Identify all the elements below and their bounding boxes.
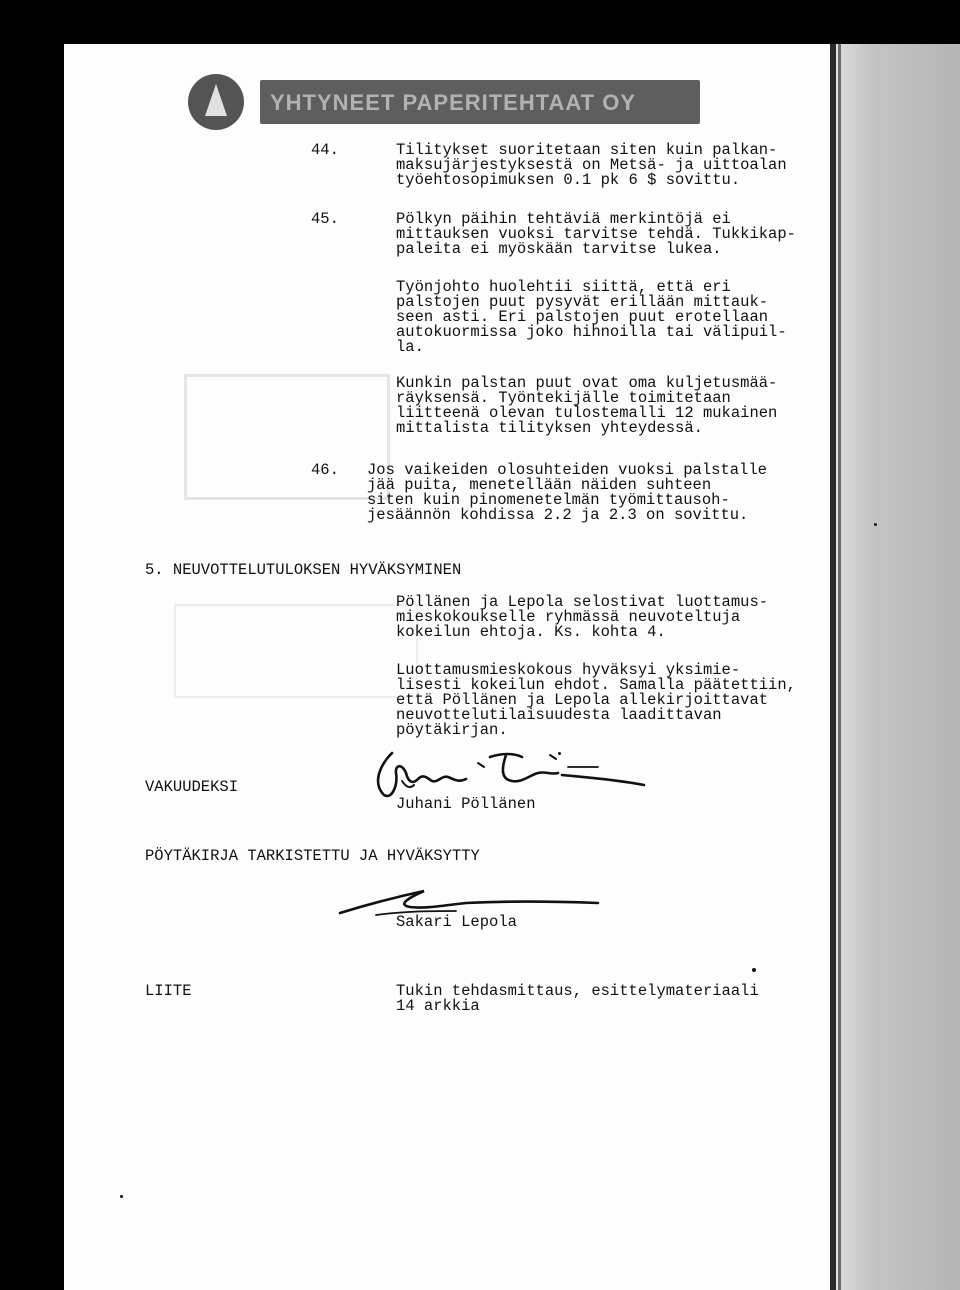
company-logo-icon [188,74,244,130]
section-number-45: 45. [311,210,339,228]
section-5-heading: 5. NEUVOTTELUTULOKSEN HYVÄKSYMINEN [145,561,462,579]
show-through-mark [184,374,390,500]
section-5-paragraph-1: Pöllänen ja Lepola selostivat luottamus- mieskokoukselle ryhmässä neuvoteltuja kokeilun ehtoja. Ks. kohta 4. [396,593,769,641]
scan-border-top [0,0,960,44]
section-number-46: 46. [311,461,339,479]
show-through-mark [174,604,418,698]
section-45-paragraph-2: Työnjohto huolehtii siittä, että eri palstojen puut pysyvät erillään mittauk- seen asti. Eri palstojen puut erotellaan autokuormissa joko hihnoilla tai välipuil- la. [396,278,787,356]
appendix-label: LIITE [145,982,192,1000]
scan-speck [120,1195,123,1198]
scan-speck [874,523,877,526]
letterhead [188,70,708,140]
letterhead-company-name [260,80,700,124]
vakuudeksi-label: VAKUUDEKSI [145,778,239,796]
letterhead-company-text: YHTYNEET PAPERITEHTAAT OY [270,90,637,115]
section-number-44: 44. [311,141,339,159]
section-45-paragraph-3: Kunkin palstan puut ovat oma kuljetusmää- räyksensä. Työntekijälle toimitetaan liitteenä olevan tulostemalli 12 mukainen mittalista tilityksen yhteydessä. [396,374,778,437]
protocol-checked-label: PÖYTÄKIRJA TARKISTETTU JA HYVÄKSYTTY [145,847,480,865]
signer-1-name: Juhani Pöllänen [396,795,536,813]
section-45-text: Pölkyn päihin tehtäviä merkintöjä ei mittauksen vuoksi tarvitse tehdä. Tukkikap- paleita ei myöskään tarvitse lukea. [396,210,796,258]
scan-border-left [0,0,64,1290]
appendix-text: Tukin tehdasmittaus, esittelymateriaali 14 arkkia [396,982,759,1015]
section-46-text: Jos vaikeiden olosuhteiden vuoksi palstalle jää puita, menetellään näiden suhteen siten kuin pinomenetelmän työmittausoh- jesäännön kohdissa 2.2 ja 2.3 on sovittu. [367,461,767,524]
signer-2-name: Sakari Lepola [396,913,517,931]
scan-speck [558,752,561,755]
section-44-text: Tilitykset suoritetaan siten kuin palkan- maksujärjestyksestä on Metsä- ja uittoalan työehtosopimuksen 0.1 pk 6 $ sovittu. [396,141,787,189]
scan-speck [752,968,756,972]
scan-border-right [830,44,960,1290]
section-5-paragraph-2: Luottamusmieskokous hyväksyi yksimie- lisesti kokeilun ehdot. Samalla päätettiin, että Pöllänen ja Lepola allekirjoittavat neuvottelutilaisuudesta laadittavan pöytäkirjan. [396,661,796,739]
